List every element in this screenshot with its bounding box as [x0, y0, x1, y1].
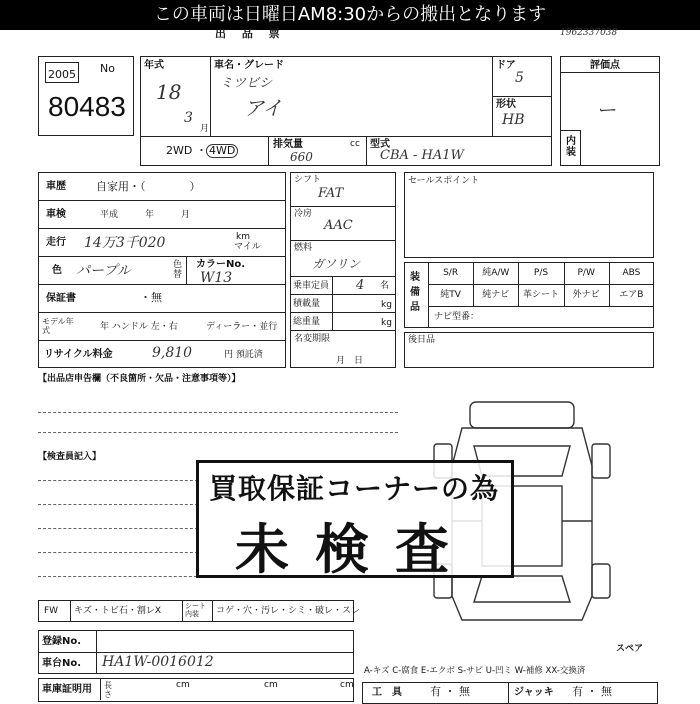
lot-number: 80483	[48, 91, 126, 122]
color-value: パープル	[76, 263, 131, 279]
chassis-value: HA1W-0016012	[102, 654, 214, 670]
spare-label: スペア	[616, 644, 644, 654]
navi-model-label: ナビ型番：	[434, 312, 480, 322]
doc-title: 出 品 票	[215, 27, 286, 40]
equipment-item: P/W	[577, 268, 595, 278]
equipment-item: 革シート	[522, 290, 559, 300]
recycle-value: 9,810	[152, 345, 193, 361]
equipment-item: S/R	[443, 268, 459, 278]
declaration-label: 【出品店申告欄（不良箇所・欠品・注意事項等）】	[38, 374, 241, 384]
sales-point-label: セールスポイント	[408, 176, 480, 186]
mileage-unit2: マイル	[234, 242, 261, 252]
month-label: 月	[200, 124, 210, 134]
interior-label: 内装	[566, 136, 576, 158]
displacement-value: 660	[290, 150, 313, 164]
length-label: 長さ	[104, 681, 112, 699]
cm-unit-3: cm	[340, 680, 354, 690]
shift-value: FAT	[318, 186, 344, 201]
month-value: 3	[184, 110, 193, 126]
cm-unit-1: cm	[176, 680, 190, 690]
recycle-unit: 円 預託済	[224, 350, 263, 360]
drive-4wd: 4WD	[206, 144, 238, 158]
mileage-unit: km	[236, 232, 250, 242]
not-inspected-stamp	[196, 460, 514, 581]
ac-value: AAC	[324, 218, 353, 233]
model-value: アイ	[244, 96, 283, 120]
load-kg: kg	[381, 300, 392, 310]
top-right-stub: 1962337038	[560, 28, 618, 38]
fuel-label: 燃料	[294, 243, 313, 253]
mileage-label: 走行	[46, 237, 66, 248]
stamp-main-text: 未検査	[235, 518, 475, 581]
jack-value: 有 ・ 無	[572, 685, 612, 698]
equipment-item: 純ナビ	[482, 290, 510, 300]
year-stamp: 2005	[48, 68, 76, 81]
year-label: 年式	[144, 60, 164, 71]
inspector-label: 【検査員記入】	[38, 452, 102, 462]
cm-unit-2: cm	[264, 680, 278, 690]
mileage-value: 14万3千020	[84, 235, 166, 251]
eval-value: ー	[596, 98, 616, 122]
ac-label: 冷房	[294, 209, 313, 219]
equipment-item: P/S	[533, 268, 549, 278]
garage-cert-label: 車庫証明用	[42, 684, 92, 695]
maker-value: ミツビシ	[220, 76, 273, 91]
color-side: 色替	[173, 260, 183, 280]
history-value: 自家用・（ ）	[96, 180, 201, 193]
door-label: ドア	[496, 60, 516, 71]
warranty-label: 保証書	[46, 293, 76, 304]
tools-label: 工 具	[372, 687, 402, 698]
equipment-item: 純TV	[440, 290, 461, 300]
dealer-label: ディーラー・並行	[206, 322, 278, 332]
equipment-item: 純A/W	[482, 268, 510, 278]
load-label: 積載量	[293, 299, 321, 309]
equipment-label: 装備品	[410, 272, 420, 313]
capacity-value: 4	[356, 278, 365, 293]
damage-legend: A-キズ C-腐食 E-エクボ S-サビ U-凹ミ W-補修 XX-交換済	[364, 666, 586, 676]
seat-value: コゲ・穴・汚レ・シミ・破レ・スレ	[216, 606, 361, 616]
stamp-title: 買取保証コーナーの為	[209, 472, 500, 505]
displacement-label: 排気量	[273, 139, 303, 150]
registration-label: 登録No.	[42, 636, 82, 647]
expiry-label: 名変期限	[294, 334, 331, 344]
type-value: CBA - HA1W	[380, 148, 464, 163]
expiry-value: 月 日	[336, 356, 364, 366]
shape-value: HB	[502, 112, 525, 128]
history-label: 車歴	[46, 181, 66, 192]
equipment-item: エアB	[619, 290, 644, 300]
jack-label: ジャッキ	[514, 687, 554, 698]
equipment-item: ABS	[622, 268, 641, 278]
gross-kg: kg	[381, 318, 392, 328]
fw-value: キズ・トビ石・割レX	[74, 606, 161, 616]
model-year-value: 年 ハンドル 左・右	[100, 322, 178, 332]
recycle-label: リサイクル料金	[44, 349, 113, 360]
pickup-notice-banner: この車両は日曜日AM8:30からの搬出となります	[0, 0, 700, 30]
fuel-value: ガソリン	[312, 257, 361, 271]
cc-unit: cc	[350, 139, 360, 149]
year-stamp-frame	[45, 62, 79, 83]
after-items-label: 後日品	[408, 335, 436, 345]
tools-value: 有 ・ 無	[430, 685, 470, 698]
inspection-label: 車検	[46, 209, 66, 220]
chassis-label: 車台No.	[42, 658, 82, 669]
door-value: 5	[515, 70, 524, 86]
capacity-label: 乗車定員	[293, 281, 330, 291]
fw-label: FW	[44, 606, 59, 616]
inspection-value: 平成 年 月	[100, 210, 191, 220]
name-grade-label: 車名・グレード	[214, 60, 284, 71]
color-no-label: カラーNo.	[196, 259, 246, 270]
type-label: 型式	[370, 139, 390, 150]
color-label: 色	[52, 265, 62, 276]
shape-label: 形状	[496, 99, 516, 110]
gross-label: 総重量	[293, 317, 321, 327]
after-items-box	[404, 332, 654, 368]
color-no-value: W13	[200, 270, 233, 286]
equipment-item: 外ナビ	[572, 290, 600, 300]
tools-box	[362, 682, 658, 704]
model-year-label: モデル年式	[42, 317, 74, 335]
seat-label: シート内装	[185, 602, 206, 618]
warranty-value: ・無	[140, 291, 162, 304]
capacity-unit: 名	[380, 281, 390, 291]
no-label: No	[100, 62, 115, 75]
year-value: 18	[156, 80, 182, 104]
shift-label: シフト	[294, 175, 322, 185]
drive-2wd: 2WD	[166, 144, 193, 157]
eval-label: 評価点	[590, 60, 620, 71]
